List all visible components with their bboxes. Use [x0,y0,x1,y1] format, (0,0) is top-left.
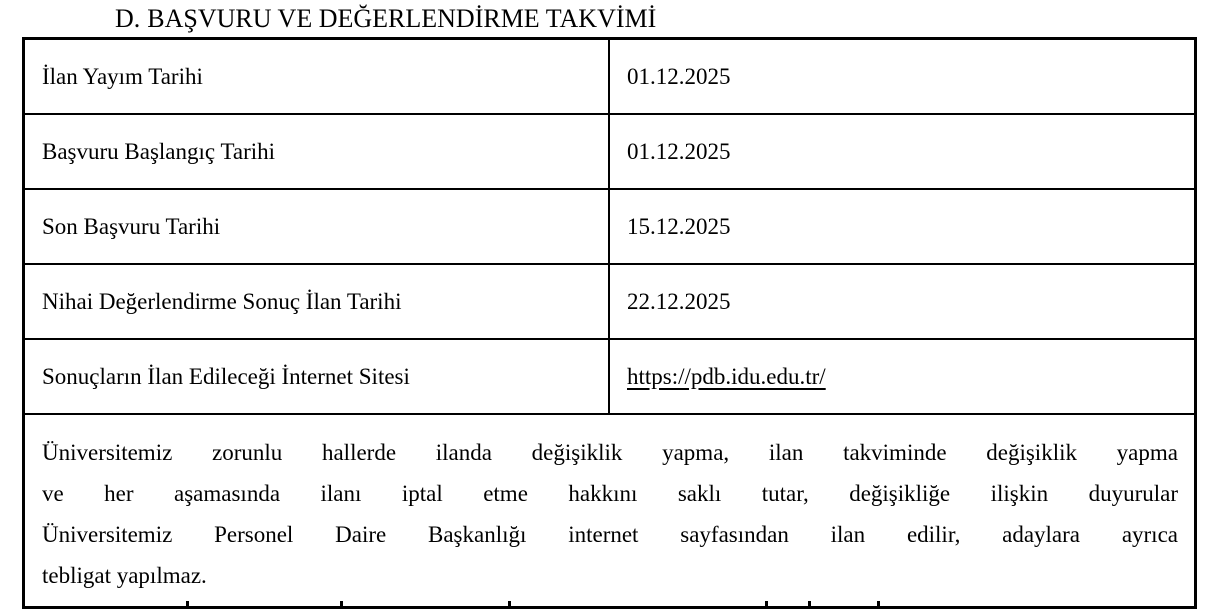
section-title-text: BAŞVURU VE DEĞERLENDİRME TAKVİMİ [147,4,657,33]
row-label-nihai-degerlendirme: Nihai Değerlendirme Sonuç İlan Tarihi [24,264,610,339]
row-value-basvuru-baslangic: 01.12.2025 [609,114,1196,189]
section-heading [115,4,656,34]
row-label-son-basvuru: Son Başvuru Tarihi [24,189,610,264]
row-value-ilan-yayim: 01.12.2025 [609,39,1196,115]
table-row [24,114,1196,189]
table-row [24,339,1196,414]
row-value-nihai-degerlendirme: 22.12.2025 [609,264,1196,339]
notice-line: ve her aşamasında ilanı iptal etme hakkını saklı tutar, değişikliğe ilişkin duyurular [42,481,1178,506]
results-url-link[interactable]: https://pdb.idu.edu.tr/ [627,363,826,389]
section-letter: D. [115,4,141,33]
table-row [24,189,1196,264]
row-label-ilan-yayim: İlan Yayım Tarihi [24,39,610,115]
row-value-sonuc-internet-sitesi [609,339,1196,414]
table-row [24,39,1196,115]
notice-line: Üniversitemiz zorunlu hallerde ilanda değişiklik yapma, ilan takviminde değişiklik yapma [42,440,1178,465]
table-row-notice [24,414,1196,608]
notice-line: tebligat yapılmaz. [42,563,207,588]
schedule-table [22,37,1197,609]
notice-cell [24,414,1196,608]
notice-line: Üniversitemiz Personel Daire Başkanlığı internet sayfasından ilan edilir, adaylara ayrıca [42,522,1178,547]
row-value-son-basvuru: 15.12.2025 [609,189,1196,264]
table-row [24,264,1196,339]
row-label-basvuru-baslangic: Başvuru Başlangıç Tarihi [24,114,610,189]
row-label-sonuc-internet-sitesi: Sonuçların İlan Edileceği İnternet Sitesi [24,339,610,414]
